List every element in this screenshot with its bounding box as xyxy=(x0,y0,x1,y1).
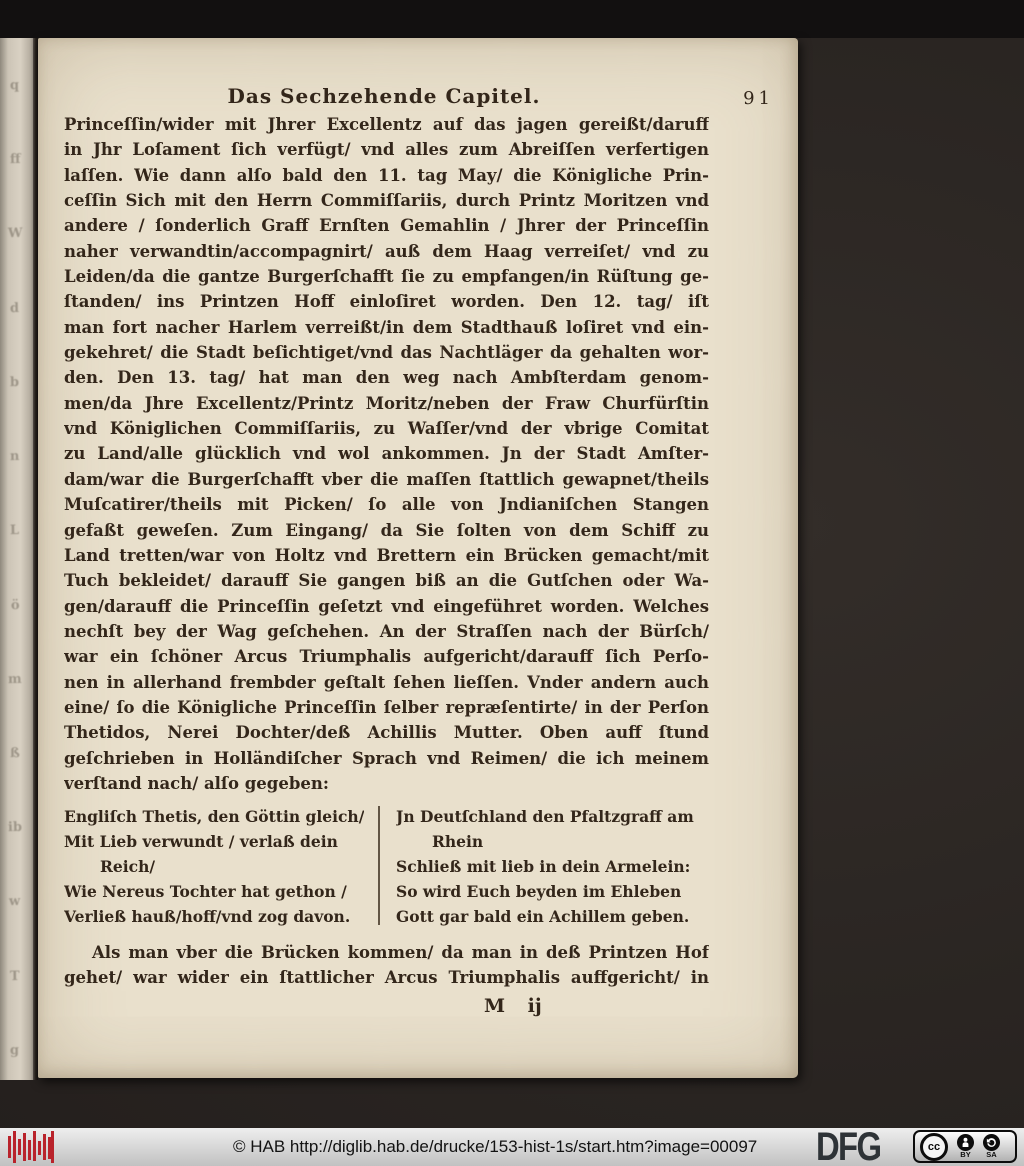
body-text-line: Thetidos, Nerei Dochter/deß Achillis Mutter. Oben auff ſtund xyxy=(64,723,709,743)
text-fragment: q xyxy=(10,77,20,94)
text-fragment: ö xyxy=(10,597,20,613)
body-text-line: nen in allerhand frembder geſtalt ſehen lieſſen. Vnder andern auch xyxy=(64,672,709,692)
scanned-book-page xyxy=(38,38,798,1078)
page-number: 91 xyxy=(743,88,774,109)
dfg-logo: DFG xyxy=(816,1125,881,1166)
footer-bar xyxy=(0,1125,1024,1166)
text-fragment: d xyxy=(10,300,20,316)
cc-by-group xyxy=(957,1134,974,1159)
closing-text-line: gehet/ war wider ein ſtattlicher Arcus Triumphalis auffgericht/ in xyxy=(64,968,709,988)
text-fragment: ß xyxy=(9,745,21,762)
body-text-line: Tuch bekleidet/ darauff Sie gangen biß an die Gutſchen oder Wa- xyxy=(64,571,709,591)
body-text-line: vnd Königlichen Commiſſariis, zu Waſſer/vnd der vbrige Comitat xyxy=(64,419,709,439)
text-fragment: L xyxy=(10,523,20,539)
text-fragment: ff xyxy=(9,152,21,168)
background-top-band xyxy=(0,0,1024,38)
body-text-line: gen/darauff die Princeſſin geſetzt vnd eingeführet worden. Welches xyxy=(64,596,709,616)
verse-line: So wird Euch beyden im Ehleben xyxy=(396,882,682,901)
body-text-line: man fort nacher Harlem verreißt/in dem Stadthauß loſiret vnd ein- xyxy=(64,317,709,337)
verse-line: Reich/ xyxy=(100,857,155,876)
verse-line: Verließ hauß/hoff/vnd zog davon. xyxy=(64,907,351,926)
cc-icon: cc xyxy=(920,1133,948,1161)
closing-text-line: Als man vber die Brücken kommen/ da man in deß Printzen Hof xyxy=(92,943,709,962)
body-text-line: gekehret/ die Stadt beſichtiget/vnd das Nachtläger da gehalten wor- xyxy=(64,343,709,363)
text-fragment: n xyxy=(10,449,20,465)
text-fragment: T xyxy=(10,968,20,984)
cc-sa-arrow-icon xyxy=(983,1134,1000,1151)
cc-license-badge xyxy=(913,1130,1017,1163)
body-text-line: verſtand nach/ alſo gegeben: xyxy=(64,773,329,793)
hab-logo-icon xyxy=(8,1131,54,1163)
closing-paragraph xyxy=(64,940,709,991)
verse-line: Gott gar bald ein Achillem geben. xyxy=(396,907,690,926)
verse-line: Engliſch Thetis, den Göttin gleich/ xyxy=(64,807,364,826)
body-text-line: eine/ ſo die Königliche Princeſſin ſelber repræſentirte/ in der Perſon xyxy=(64,697,709,717)
body-text xyxy=(64,112,709,796)
body-text-line: dam/war die Burgerſchafft vber die maſſen ſtattlich gewapnet/theils xyxy=(64,469,709,489)
verse-columns xyxy=(64,804,709,929)
body-text-line: war ein ſchöner Arcus Triumphalis aufgericht/darauff ſich Perſo- xyxy=(64,647,709,667)
verse-column-divider xyxy=(378,806,380,925)
text-fragment: ib xyxy=(7,820,23,836)
verse-line: Wie Nereus Tochter hat gethon / xyxy=(64,882,347,901)
verse-column-right xyxy=(396,804,709,929)
text-fragment: g xyxy=(10,1042,20,1058)
text-fragment: W xyxy=(7,226,23,242)
body-text-line: zu Land/alle glücklich vnd wol ankommen. Jn der Stadt Amſter- xyxy=(64,444,709,464)
verse-line: Schließ mit lieb in dein Armelein: xyxy=(396,857,691,876)
signature-mark: M ij xyxy=(484,995,542,1017)
facing-page-text-fragments xyxy=(2,78,28,1058)
text-fragment: m xyxy=(7,671,23,687)
verse-line: Rhein xyxy=(432,832,484,851)
cc-by-label: BY xyxy=(960,1150,971,1159)
body-text-line: Princeſſin/wider mit Jhrer Excellentz auf das jagen gereißt/daruff xyxy=(64,115,709,134)
body-text-line: men/da Jhre Excellentz/Printz Moritz/neben der Fraw Churfürſtin xyxy=(64,393,709,413)
body-text-line: andere / ſonderlich Graff Ernſten Gemahlin / Jhrer der Princeſſin xyxy=(64,216,709,236)
body-text-line: gefaßt geweſen. Zum Eingang/ da Sie ſolten von dem Schiff zu xyxy=(64,520,709,540)
facing-page-edge xyxy=(0,38,37,1080)
cc-sa-group xyxy=(983,1134,1000,1159)
body-text-line: ceſſin Sich mit den Herrn Commiſſariis, durch Printz Moritzen vnd xyxy=(64,191,709,211)
copyright-url-text: © HAB http://diglib.hab.de/drucke/153-hist-1s/start.htm?image=00097 xyxy=(233,1137,758,1156)
verse-line: Jn Deutſchland den Pfaltzgraff am xyxy=(396,807,694,826)
body-text-line: naher verwandtin/accompagnirt/ auß dem Haag verreiſet/ vnd zu xyxy=(64,241,709,261)
verse-line: Mit Lieb verwundt / verlaß dein xyxy=(64,832,338,851)
text-fragment: w xyxy=(9,894,21,910)
body-text-line: laſſen. Wie dann alſo bald den 11. tag May/ die Königliche Prin- xyxy=(64,165,709,185)
body-text-line: Leiden/da die gantze Burgerſchafft ſie zu empfangen/in Rüſtung ge- xyxy=(64,267,709,287)
cc-by-person-icon xyxy=(957,1134,974,1151)
verse-column-left xyxy=(64,804,364,929)
body-text-line: den. Den 13. tag/ hat man den weg nach Ambſterdam genom- xyxy=(64,368,709,388)
body-text-line: nechſt bey der Wag geſchehen. An der Straſſen nach der Bürſch/ xyxy=(64,621,709,641)
cc-sa-label: SA xyxy=(986,1150,997,1159)
body-text-line: Muſcatirer/theils mit Picken/ ſo alle von Jndianiſchen Stangen xyxy=(64,495,709,515)
body-text-line: in Jhr Loſament ſich verfügt/ vnd alles zum Abreiſſen verfertigen xyxy=(64,140,709,160)
body-text-line: geſchrieben in Holländiſcher Sprach vnd Reimen/ die ich meinem xyxy=(64,748,709,768)
chapter-title: Das Sechzehende Capitel. xyxy=(227,84,541,108)
text-fragment: b xyxy=(10,374,20,390)
body-text-line: Land tretten/war von Holtz vnd Brettern ein Brücken gemacht/mit xyxy=(64,545,709,565)
body-text-line: ſtanden/ ins Printzen Hoff einloſiret worden. Den 12. tag/ iſt xyxy=(64,292,709,312)
